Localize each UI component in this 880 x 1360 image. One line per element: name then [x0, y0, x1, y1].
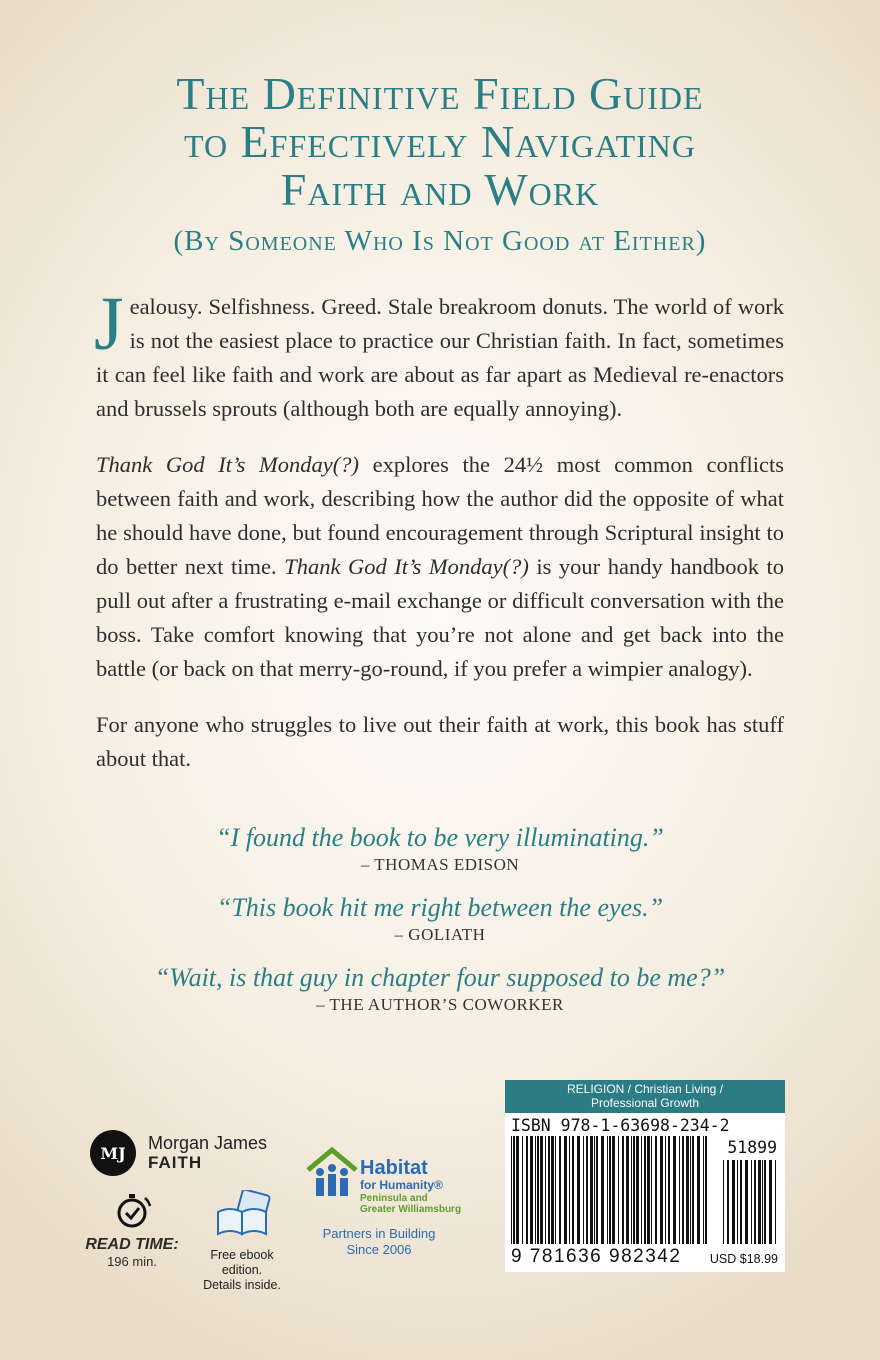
- barcode-box: [505, 1080, 785, 1272]
- isbn-text: ISBN 978-1-63698-234-2: [511, 1116, 730, 1135]
- barcode-bar: [764, 1160, 766, 1244]
- habitat-partners: [304, 1226, 454, 1258]
- read-time: [82, 1190, 182, 1269]
- barcode-bar: [586, 1136, 588, 1244]
- book-title-italic: Thank God It’s Monday(?): [284, 554, 529, 579]
- barcode-bar: [551, 1136, 554, 1244]
- blurb-paragraph-1: [94, 282, 784, 426]
- book-title-italic: Thank God It’s Monday(?): [96, 452, 360, 477]
- barcode-bar: [665, 1136, 666, 1244]
- barcode-bar: [548, 1136, 550, 1244]
- price-code: 51899: [727, 1138, 777, 1157]
- tablet-book-icon: [212, 1190, 272, 1238]
- barcode-bar: [668, 1136, 670, 1244]
- ean-number: 9 781636 982342: [511, 1246, 682, 1267]
- stopwatch-icon: [112, 1190, 152, 1230]
- habitat-logo: [306, 1146, 466, 1215]
- blurb-paragraph-3: For anyone who struggles to live out their faith at work, this book has stuff about that.: [96, 712, 784, 771]
- barcode-bar: [775, 1160, 776, 1244]
- barcode-bar: [537, 1136, 539, 1244]
- barcode-bar: [690, 1136, 691, 1244]
- blurb-p1-text: ealousy. Selfishness. Greed. Stale breakroom donuts. The world of work is not the easiest place to practice our Christian faith. In fact, sometimes it can feel like faith and work are about as far apart as Medieval re-enactors and brussels sprouts (although both are equally annoying).: [96, 294, 784, 421]
- barcode-bar: [590, 1136, 593, 1244]
- barcode-bar: [754, 1160, 756, 1244]
- barcode-bar: [618, 1136, 619, 1244]
- blurb: [94, 282, 784, 798]
- barcode-bar: [577, 1136, 580, 1244]
- barcode-bar: [647, 1136, 650, 1244]
- barcode-bar: [745, 1160, 748, 1244]
- testimonial: [40, 822, 840, 876]
- title-line-2: to Effectively Navigating: [183, 116, 697, 167]
- barcode-bar: [651, 1136, 652, 1244]
- barcode-bar: [526, 1136, 528, 1244]
- barcode-bar: [540, 1136, 543, 1244]
- barcode-bar: [737, 1160, 738, 1244]
- barcode-bar: [609, 1136, 611, 1244]
- barcode-bar: [644, 1136, 646, 1244]
- blurb-p2-mid: explores the 24½ most common conflicts between faith and work, describing how the author did the opposite of what he should have done, but found encouragement through Scriptural insight to do better next time.: [96, 452, 784, 579]
- barcode-bar: [762, 1160, 763, 1244]
- testimonials: [40, 822, 840, 1032]
- blurb-paragraph-2: [96, 448, 784, 686]
- ebook-line-1: Free ebook edition.: [210, 1248, 274, 1277]
- barcode-bar: [513, 1136, 515, 1244]
- barcode-bar: [751, 1160, 752, 1244]
- barcode-bar: [594, 1136, 595, 1244]
- blurb-p2-end: is your handy handbook to pull out after a frustrating e-mail exchange or difficult conversation with the boss. Take comfort knowing that you’re not alone and get back into the battle (or back on that merry-go-round, if you prefer a wimpier analogy).: [96, 554, 784, 681]
- barcode-bar: [545, 1136, 546, 1244]
- barcode-bar: [596, 1136, 598, 1244]
- bisac-category: RELIGION / Christian Living / Professional Growth: [505, 1080, 785, 1113]
- barcode-bar: [530, 1136, 533, 1244]
- drop-cap: J: [94, 282, 124, 366]
- barcode-bar: [626, 1136, 629, 1244]
- barcode-bar: [572, 1136, 574, 1244]
- ebook-offer: [192, 1190, 292, 1293]
- habitat-house-icon: [306, 1146, 358, 1202]
- barcode-bar: [727, 1160, 729, 1244]
- barcode-bar: [655, 1136, 657, 1244]
- barcode-bar: [622, 1136, 624, 1244]
- publisher-imprint: FAITH: [148, 1153, 203, 1172]
- price: USD $18.99: [709, 1252, 778, 1266]
- barcode-bar: [705, 1136, 707, 1244]
- barcode-bar: [723, 1160, 724, 1244]
- barcode-bar: [555, 1136, 556, 1244]
- barcode-bar: [511, 1136, 512, 1244]
- partners-line-2: Since 2006: [346, 1242, 412, 1257]
- barcode-bar: [583, 1136, 584, 1244]
- testimonial-text: “This book hit me right between the eyes.”: [216, 893, 664, 922]
- publisher-name-block: [148, 1133, 267, 1173]
- publisher-logo: [90, 1130, 267, 1176]
- barcode-bar: [692, 1136, 694, 1244]
- testimonial: [40, 962, 840, 1016]
- barcode-bar: [660, 1136, 663, 1244]
- barcode-bar: [601, 1136, 604, 1244]
- habitat-name: Habitat: [360, 1157, 428, 1179]
- barcode-bar: [564, 1136, 567, 1244]
- barcode-bar: [569, 1136, 570, 1244]
- barcode-bar: [673, 1136, 676, 1244]
- title-block: [40, 70, 840, 258]
- barcode-bar: [686, 1136, 689, 1244]
- testimonial-text: “I found the book to be very illuminating.”: [216, 823, 664, 852]
- barcode-bar: [682, 1136, 684, 1244]
- barcode-bar: [612, 1136, 615, 1244]
- title-line-1: The Definitive Field Guide: [176, 68, 704, 119]
- ean-barcode-icon: [511, 1136, 711, 1244]
- barcode-bar: [641, 1136, 642, 1244]
- barcode-bar: [740, 1160, 742, 1244]
- morgan-james-logo-icon: MJ: [90, 1130, 136, 1176]
- title-line-3: Faith and Work: [280, 164, 600, 215]
- barcode-bar: [636, 1136, 639, 1244]
- barcode-bar: [633, 1136, 635, 1244]
- testimonial-text: “Wait, is that guy in chapter four supposed to be me?”: [154, 963, 726, 992]
- barcode-bar: [732, 1160, 735, 1244]
- barcode-bar: [522, 1136, 523, 1244]
- addon-barcode-icon: [723, 1160, 779, 1244]
- testimonial: [40, 892, 840, 946]
- barcode-bar: [535, 1136, 536, 1244]
- habitat-location: Peninsula and Greater Williamsburg: [360, 1193, 462, 1215]
- barcode-bar: [559, 1136, 561, 1244]
- publisher-name: Morgan James: [148, 1133, 268, 1153]
- barcode-bar: [516, 1136, 519, 1244]
- barcode-bar: [703, 1136, 704, 1244]
- testimonial-author: – GOLIATH: [394, 925, 486, 944]
- read-time-minutes: 196 min.: [107, 1254, 157, 1269]
- testimonial-author: – THOMAS EDISON: [360, 855, 520, 874]
- barcode-bar: [769, 1160, 772, 1244]
- habitat-for-humanity: for Humanity®: [360, 1178, 443, 1192]
- barcode-bar: [697, 1136, 700, 1244]
- subtitle: (By Someone Who Is Not Good at Either): [173, 225, 707, 257]
- testimonial-author: – THE AUTHOR’S COWORKER: [316, 995, 564, 1014]
- barcode-bar: [679, 1136, 680, 1244]
- ebook-line-2: Details inside.: [203, 1278, 281, 1292]
- barcode-bar: [631, 1136, 632, 1244]
- barcode-bar: [758, 1160, 761, 1244]
- partners-line-1: Partners in Building: [322, 1226, 436, 1241]
- barcode-bar: [607, 1136, 608, 1244]
- read-time-label: READ TIME:: [85, 1236, 179, 1253]
